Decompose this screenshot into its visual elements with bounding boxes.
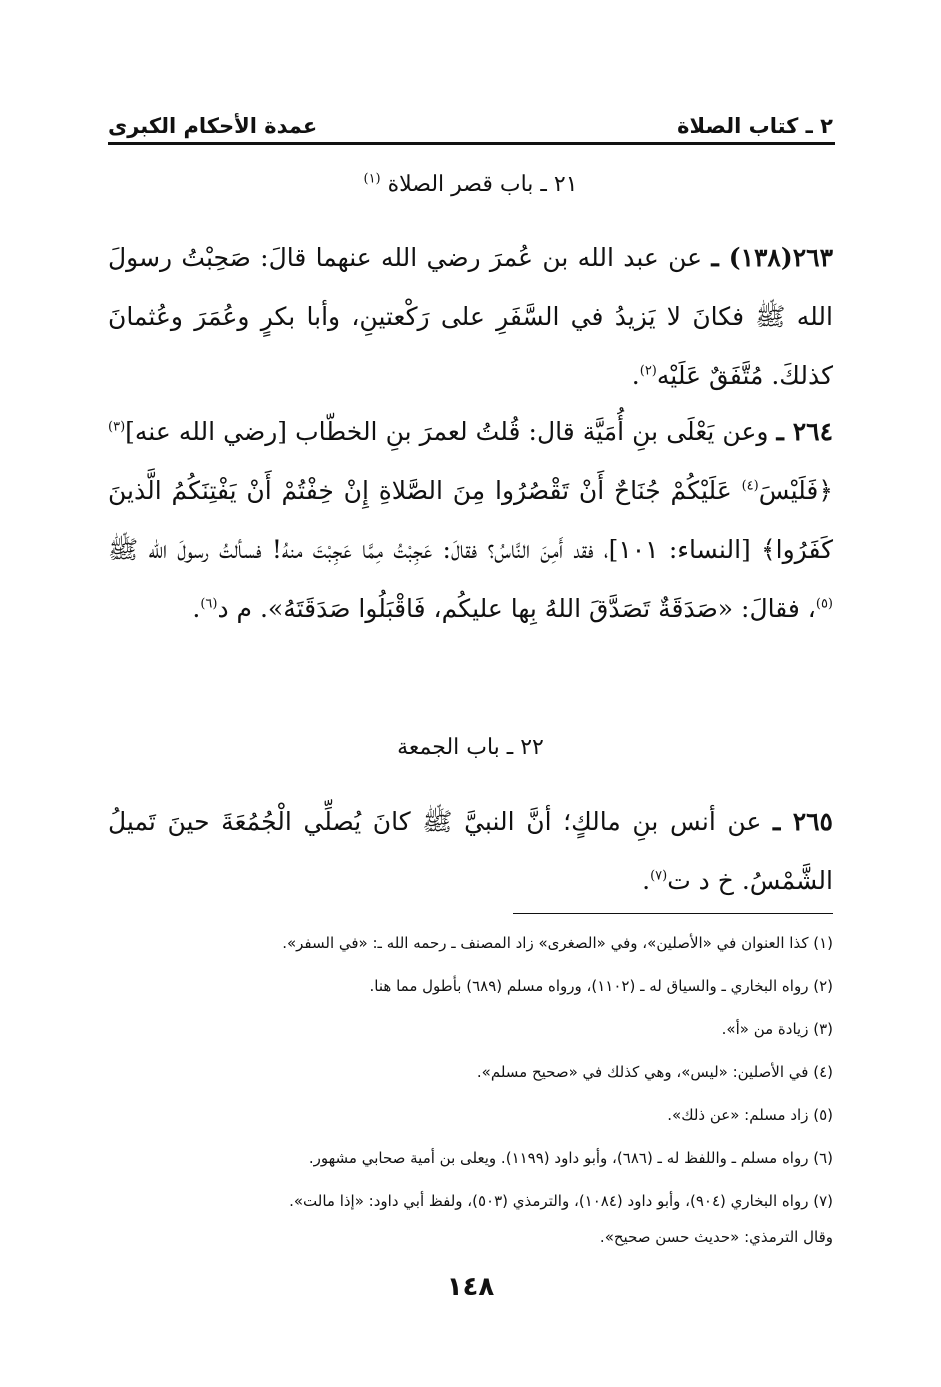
chapter-title-21	[108, 172, 833, 197]
footnotes	[108, 926, 833, 1263]
footnote-ref-3: (٣)	[108, 419, 126, 435]
chapter-22-title: ٢٢ ـ باب الجمعة	[397, 735, 544, 760]
hadith-264-text-4: ، فقالَ: «صَدَقَةٌ تَصَدَّقَ اللهُ بِها عليكُم، فَاقْبَلُوا صَدَقَتَهُ». م د	[217, 594, 816, 623]
header-book-title: عمدة الأحكام الكبرى	[108, 114, 318, 138]
footnote-ref-5: (٥)	[815, 596, 833, 612]
footnote-3: (٣) زيادة من «أ».	[721, 1020, 833, 1038]
hadith-264-number: ٢٦٤ ـ	[776, 417, 834, 446]
footnote-ref-7: (٧)	[650, 868, 668, 884]
hadith-265: ٢٦٥ ـ عن أنس بنِ مالكٍ؛ أنَّ النبيَّ ﷺ كانَ يُصلِّي الْجُمُعَةَ حينَ تَميلُ الشَّمْسُ. خ د ت$^{(٧)}$.	[108, 807, 833, 895]
hadith-263-text: عن عبد الله بن عُمرَ رضي الله عنهما قالَ: صَحِبْتُ رسولَ الله ﷺ فكانَ لا يَزيدُ في السَّفَرِ على رَكْعتينِ، وأبا بكرٍ وعُمَرَ وعُثمانَ كذلكَ. مُتَّفَقٌ عَلَيْه	[108, 243, 833, 390]
footnote-2: (٢) رواه البخاري ـ والسياق له ـ (١١٠٢)، ورواه مسلم (٦٨٩) بأطول مما هنا.	[369, 977, 833, 995]
hadith-263: ٢٦٣(١٣٨) ـ عن عبد الله بن عُمرَ رضي الله عنهما قالَ: صَحِبْتُ رسولَ الله ﷺ فكانَ لا يَزيدُ في السَّفَرِ على رَكْعتينِ، وأبا بكرٍ وعُمَرَ وعُثمانَ كذلكَ. مُتَّفَقٌ عَلَيْه$^{(٢)}$.	[108, 243, 834, 390]
hadith-264-text-1: وعن يَعْلَى بنِ أُمَيَّة قال: قُلتُ لعمرَ بنِ الخطّاب [رضي الله عنه]	[125, 417, 769, 446]
page-number: ١٤٨	[446, 1272, 495, 1302]
header-chapter: ٢ ـ كتاب الصلاة	[677, 114, 833, 138]
footnote-separator	[513, 913, 833, 914]
hadith-263-number: ٢٦٣(١٣٨) ـ	[711, 243, 834, 272]
chapter-title-22	[108, 735, 833, 760]
footnote-1: (١) كذا العنوان في «الأصلين»، وفي «الصغرى» زاد المصنف ـ رحمه الله ـ: «في السفر».	[282, 934, 833, 952]
footnote-ref-6: (٦)	[200, 596, 218, 612]
hadith-265-text: عن أنس بنِ مالكٍ؛ أنَّ النبيَّ ﷺ كانَ يُصلِّي الْجُمُعَةَ حينَ تَميلُ الشَّمْسُ. خ د ت	[108, 807, 833, 895]
hadith-264-text-3: عَلَيْكُمْ جُنَاحٌ أَنْ تَقْصُرُوا مِنَ الصَّلاةِ إِنْ خِفْتُمْ أَنْ يَفْتِنَكُمُ الَّذينَ كَفَرُوا﴾ [النساء: ١٠١]، فقد أَمِنَ النَّاسُ؟ فقالَ: عَجِبْتُ مِمَّا عَجِبْتَ منهُ! فسألتُ رسولَ الله ﷺ	[108, 476, 833, 564]
footnote-ref-4: (٤)	[741, 478, 759, 494]
footnote-5: (٥) زاد مسلم: «عن ذلك».	[667, 1106, 833, 1124]
footnote-4: (٤) في الأصلين: «ليس»، وهي كذلك في «صحيح مسلم».	[476, 1063, 833, 1081]
hadith-264: ٢٦٤ ـ وعن يَعْلَى بنِ أُمَيَّة قال: قُلتُ لعمرَ بنِ الخطّاب [رضي الله عنه]$^{(٣)}$ ﴿فَلَيْسَ$^{(٤)}$ عَلَيْكُمْ جُنَاحٌ أَنْ تَقْصُرُوا مِنَ الصَّلاةِ إِنْ خِفْتُمْ أَنْ يَفْتِنَكُمُ الَّذينَ كَفَرُوا﴾ [النساء: ١٠١]، فقد أَمِنَ النَّاسُ؟ فقالَ: عَجِبْتُ مِمَّا عَجِبْتَ منهُ! فسألتُ رسولَ الله ﷺ $^{(٥)}$، فقالَ: «صَدَقَةٌ تَصَدَّقَ اللهُ بِها عليكُم، فَاقْبَلُوا صَدَقَتَهُ». م د$^{(٦)}$.	[108, 417, 834, 623]
footnote-6: (٦) رواه مسلم ـ واللفظ له ـ (٦٨٦)، وأبو داود (١١٩٩). ويعلى بن أمية صحابي مشهور.	[308, 1149, 833, 1167]
hadith-264-text-2: ﴿فَلَيْسَ	[758, 476, 833, 505]
footnote-ref-1: (١)	[363, 171, 381, 187]
header-rule	[108, 142, 835, 145]
hadith-265-number: ٢٦٥ ـ	[772, 807, 833, 836]
chapter-21-title: ٢١ ـ باب قصر الصلاة	[387, 172, 578, 197]
footnote-7: (٧) رواه البخاري (٩٠٤)، وأبو داود (١٠٨٤)، والترمذي (٥٠٣)، ولفظ أبي داود: «إذا مالت».	[289, 1192, 833, 1210]
footnote-ref-2: (٢)	[639, 363, 657, 379]
running-header	[108, 98, 833, 138]
footnote-7-continuation: وقال الترمذي: «حديث حسن صحيح».	[599, 1228, 833, 1246]
